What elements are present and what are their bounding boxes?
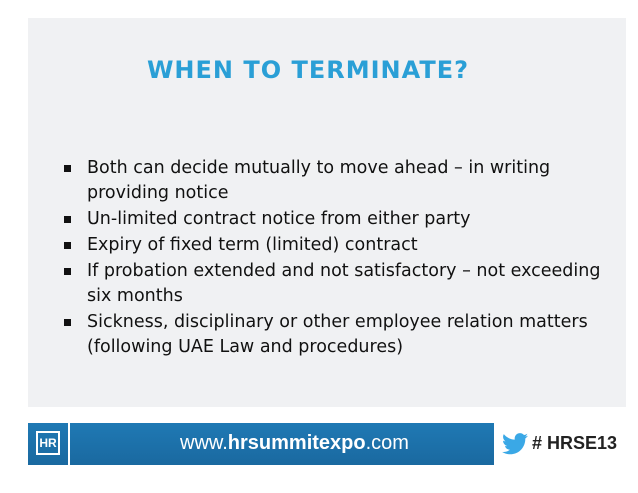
url-prefix: www. [180, 432, 228, 454]
slide-title: WHEN TO TERMINATE? [146, 56, 470, 84]
slide-panel [28, 18, 626, 407]
hashtag-area [494, 423, 626, 465]
twitter-bird-icon [502, 433, 528, 455]
hr-logo: HR [36, 431, 60, 455]
bullet-item [64, 156, 624, 206]
bullet-item [64, 207, 624, 232]
footer-bar [28, 423, 626, 465]
hashtag-text: # HRSE13 [532, 433, 618, 453]
bullet-item [64, 233, 624, 258]
logo-divider [68, 423, 70, 465]
bullet-text: If probation extended and not satisfactory – not exceeding six months [87, 261, 601, 306]
footer-url[interactable] [180, 432, 409, 455]
square-bullet-icon [64, 165, 71, 172]
bullet-list [64, 156, 624, 361]
square-bullet-icon [64, 319, 71, 326]
square-bullet-icon [64, 216, 71, 223]
bullet-text: Both can decide mutually to move ahead – in writing providing notice [87, 158, 551, 203]
bullet-text: Sickness, disciplinary or other employee relation matters (following UAE Law and procedures) [87, 312, 588, 357]
bullet-item [64, 310, 624, 360]
footer-band [28, 423, 494, 465]
bullet-item [64, 259, 624, 309]
bullet-text: Expiry of fixed term (limited) contract [87, 235, 418, 255]
square-bullet-icon [64, 268, 71, 275]
url-brand: hrsummitexpo [227, 432, 366, 454]
square-bullet-icon [64, 242, 71, 249]
url-suffix: .com [365, 432, 409, 454]
bullet-text: Un-limited contract notice from either party [87, 209, 471, 229]
